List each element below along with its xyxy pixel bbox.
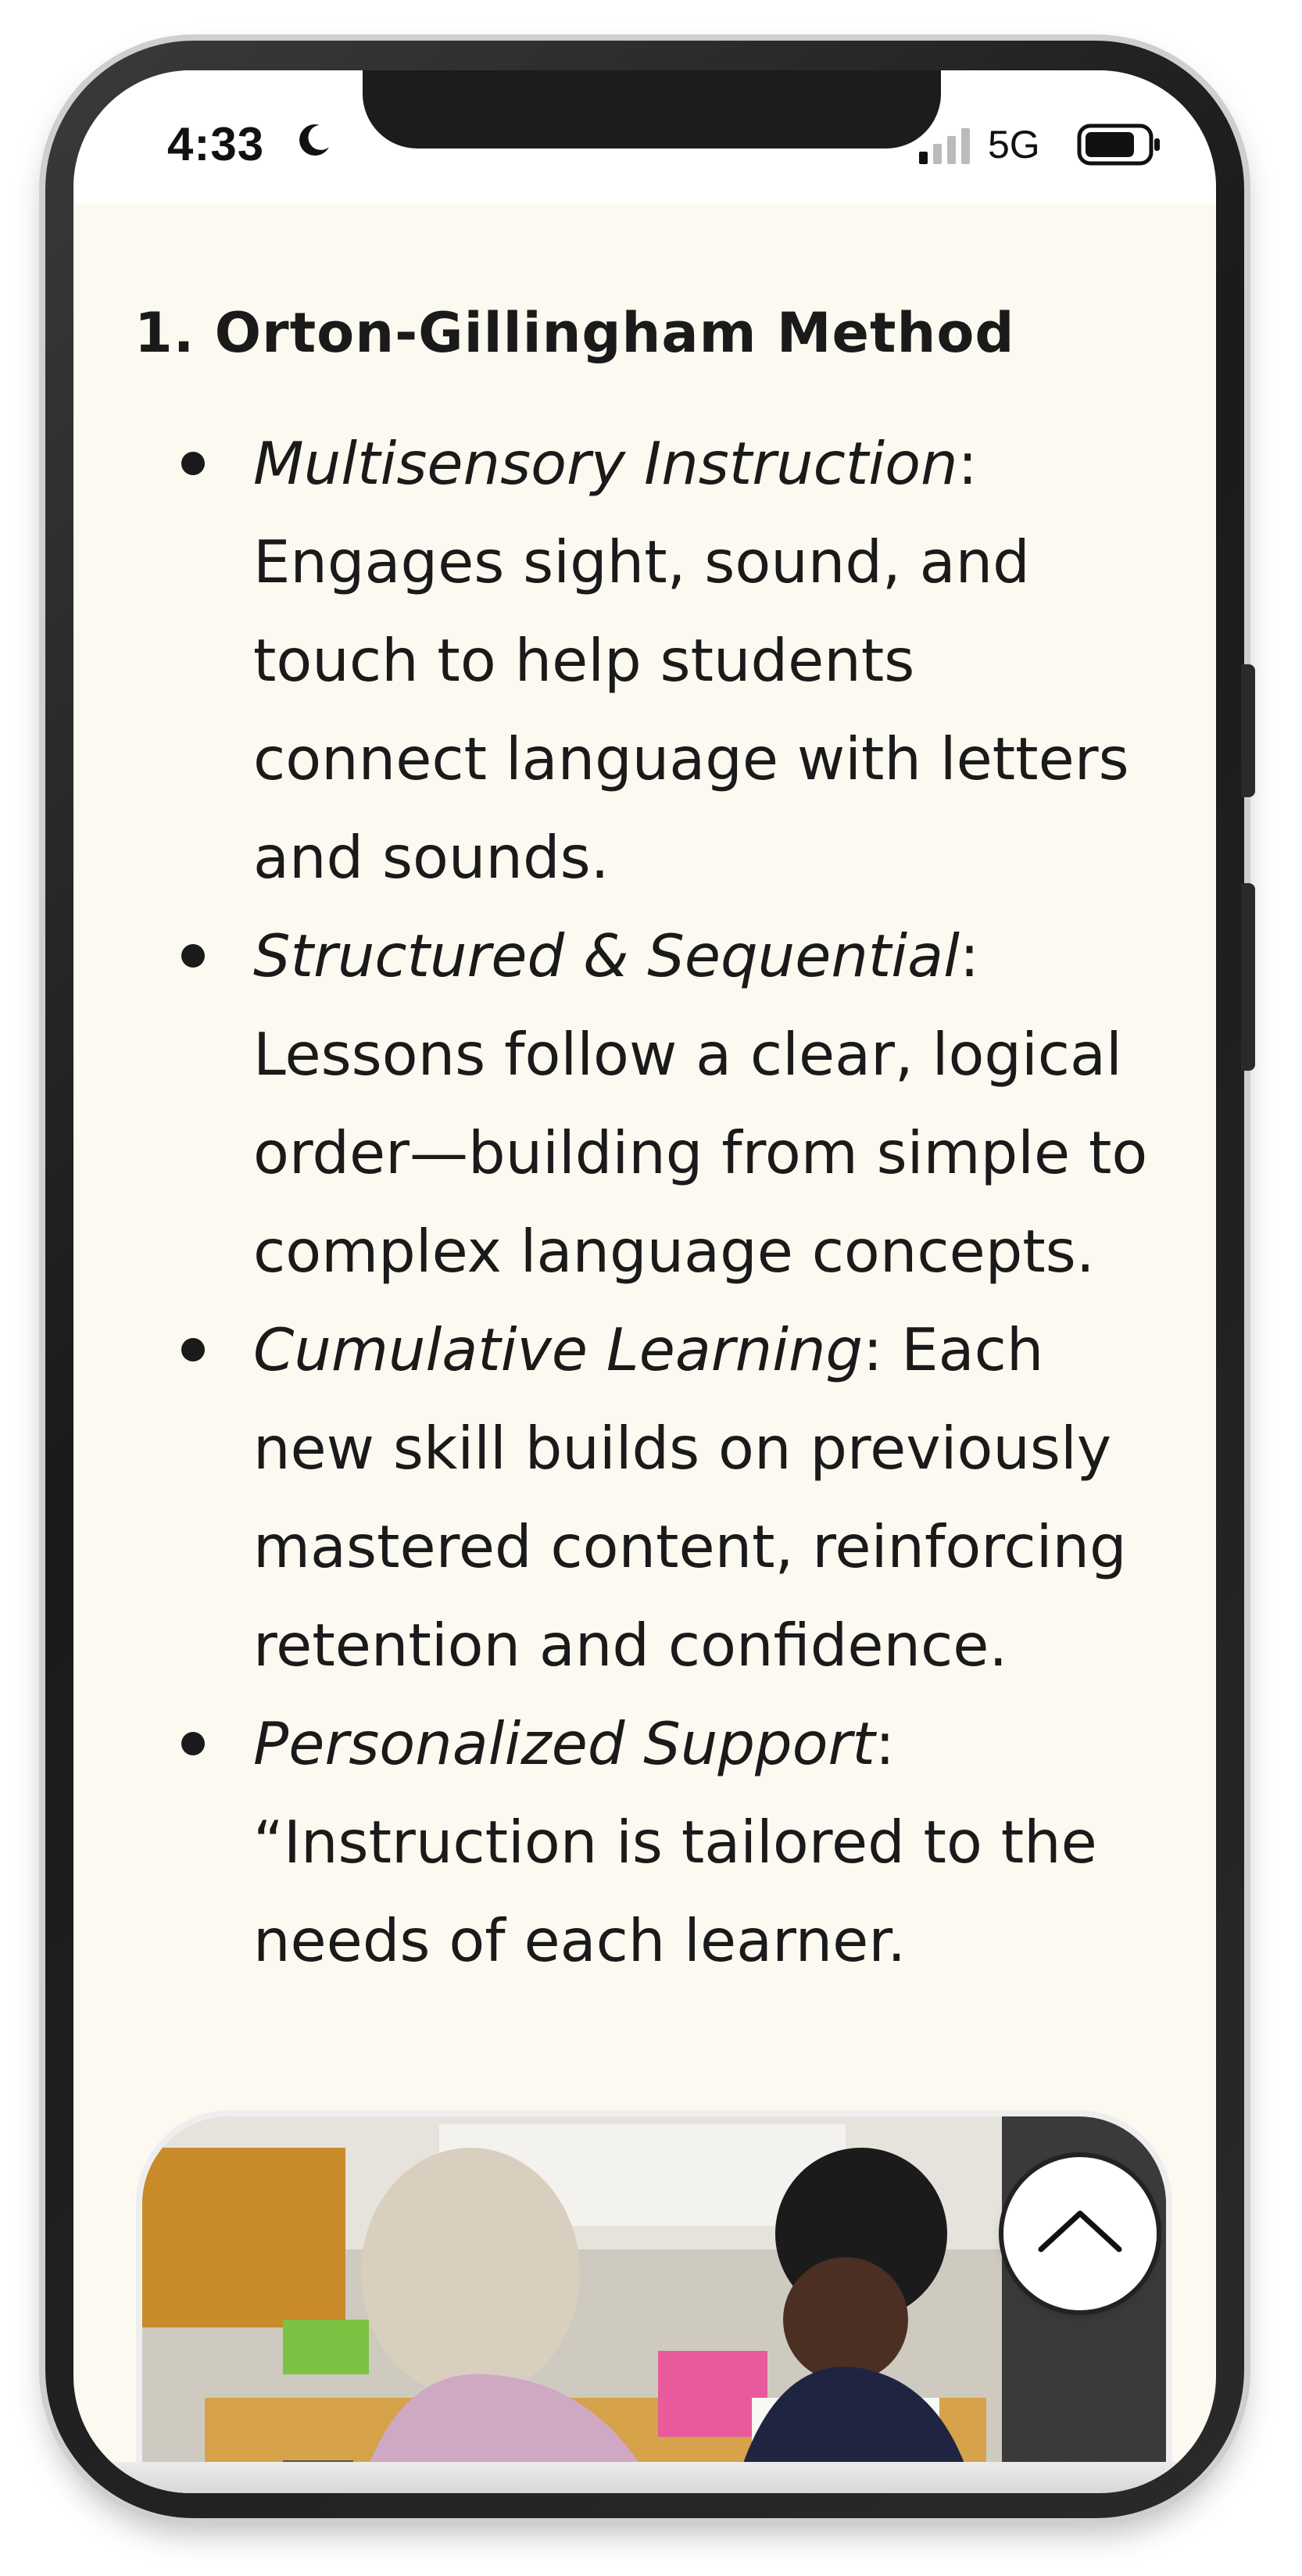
feature-description: : Each new skill builds on previously mastered content, reinforcing retention and confidence. bbox=[253, 1315, 1127, 1680]
phone-screen bbox=[73, 70, 1216, 2493]
moon-icon bbox=[296, 122, 332, 158]
feature-description: : Engages sight, sound, and touch to help students connect language with letters and sounds. bbox=[253, 429, 1129, 892]
home-indicator-area bbox=[73, 2462, 1216, 2493]
feature-description: : Lessons follow a clear, logical order—building from simple to complex language concepts. bbox=[253, 921, 1148, 1286]
network-type: 5G bbox=[988, 123, 1040, 166]
list-item bbox=[73, 1301, 1216, 1694]
method-features-list bbox=[73, 414, 1216, 1990]
volume-down-button bbox=[1241, 883, 1255, 1071]
feature-term: Cumulative Learning bbox=[253, 1315, 864, 1384]
bullet-dot bbox=[181, 944, 205, 968]
signal-icon bbox=[917, 127, 972, 164]
battery-icon bbox=[1077, 123, 1163, 166]
notch bbox=[363, 70, 941, 148]
feature-term: Multisensory Instruction bbox=[253, 429, 958, 498]
bullet-dot bbox=[181, 1732, 205, 1755]
status-time: 4:33 bbox=[167, 118, 265, 170]
list-item bbox=[73, 1694, 1216, 1990]
list-item bbox=[73, 414, 1216, 907]
chevron-up-icon bbox=[1003, 2157, 1157, 2310]
bullet-dot bbox=[181, 1338, 205, 1361]
bullet-dot bbox=[181, 452, 205, 475]
scroll-to-top-button[interactable] bbox=[1003, 2157, 1157, 2310]
list-item bbox=[73, 907, 1216, 1301]
volume-up-button bbox=[1241, 664, 1255, 797]
section-title: 1. Orton-Gillingham Method bbox=[134, 301, 1015, 365]
status-bar bbox=[73, 70, 1216, 203]
feature-term: Structured & Sequential bbox=[253, 921, 960, 990]
feature-term: Personalized Support bbox=[253, 1709, 875, 1778]
feature-description: : “Instruction is tailored to the needs of each learner. bbox=[253, 1709, 1097, 1975]
